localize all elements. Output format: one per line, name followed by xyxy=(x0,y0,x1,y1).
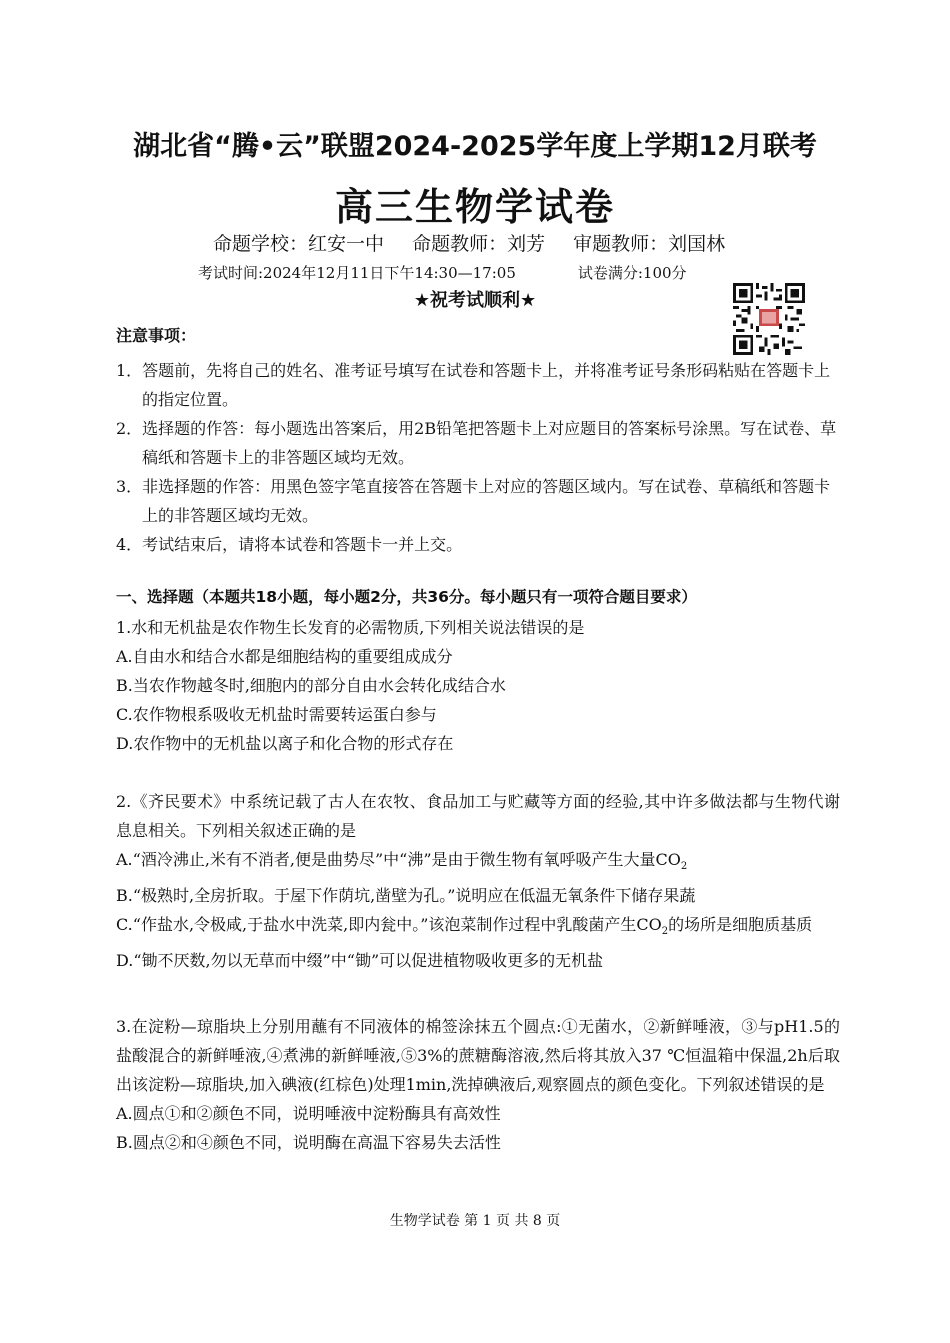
section-heading: 一、选择题（本题共18小题，每小题2分，共36分。每小题只有一项符合题目要求） xyxy=(116,588,697,606)
school-label: 命题学校：红安一中 xyxy=(213,233,385,255)
notice-list xyxy=(116,356,840,559)
setter-label: 命题教师：刘芳 xyxy=(412,233,546,255)
option-d: D.“锄不厌数,勿以无草而中缀”中“锄”可以促进植物吸收更多的无机盐 xyxy=(116,951,604,971)
option-b: B.“极熟时,全房折取。于屋下作荫坑,凿壁为孔。”说明应在低温无氧条件下储存果蔬 xyxy=(116,886,696,906)
question-stem: 1.水和无机盐是农作物生长发育的必需物质,下列相关说法错误的是 xyxy=(116,618,585,637)
question-stem: 2.《齐民要术》中系统记载了古人在农牧、食品加工与贮藏等方面的经验,其中许多做法都与生物代谢息息相关。下列相关叙述正确的是 xyxy=(116,792,840,840)
subscript: 2 xyxy=(680,861,688,873)
qr-code-icon xyxy=(733,283,805,355)
reviewer-label: 审题教师：刘国林 xyxy=(573,233,726,255)
blessing: ★祝考试顺利★ xyxy=(413,290,537,311)
option-c-text-end: 的场所是细胞质基质 xyxy=(668,915,813,935)
option-b: B.圆点②和④颜色不同，说明酶在高温下容易失去活性 xyxy=(116,1133,501,1152)
option-b: B.当农作物越冬时,细胞内的部分自由水会转化成结合水 xyxy=(116,676,506,695)
notice-item: 1．答题前，先将自己的姓名、准考证号填写在试卷和答题卡上，并将准考证号条形码粘贴在答题卡上的指定位置。 xyxy=(116,361,831,409)
option-a xyxy=(116,845,840,881)
question-1 xyxy=(116,613,840,758)
notice-heading: 注意事项： xyxy=(116,326,197,345)
exam-subject-title: 高三生物学试卷 xyxy=(334,185,615,229)
option-c-text: C.“作盐水,令极咸,于盐水中洗菜,即内瓮中。”该泡菜制作过程中乳酸菌产生CO xyxy=(116,915,662,935)
author-line xyxy=(213,229,747,256)
question-2 xyxy=(116,787,840,975)
option-a: A.圆点①和②颜色不同，说明唾液中淀粉酶具有高效性 xyxy=(116,1104,501,1123)
option-d: D.农作物中的无机盐以离子和化合物的形式存在 xyxy=(116,734,454,753)
exam-title: 湖北省“腾•云”联盟2024-2025学年度上学期12月联考 xyxy=(133,131,817,162)
page-footer: 生物学试卷 第 1 页 共 8 页 xyxy=(389,1213,561,1229)
notice-item: 4．考试结束后，请将本试卷和答题卡一并上交。 xyxy=(116,535,463,554)
option-a: A.自由水和结合水都是细胞结构的重要组成成分 xyxy=(116,647,453,666)
exam-info xyxy=(198,262,687,283)
option-c xyxy=(116,910,840,946)
exam-time: 考试时间:2024年12月11日下午14:30—17:05 xyxy=(198,264,516,282)
question-stem: 3.在淀粉—琼脂块上分别用蘸有不同液体的棉签涂抹五个圆点:①无菌水，②新鲜唾液，③与pH1.5的盐酸混合的新鲜唾液,④煮沸的新鲜唾液,⑤3%的蔗糖酶溶液,然后将其放入37 ℃恒温箱中保温,2h后取出该淀粉—琼脂块,加入碘液(红棕色)处理1min,洗掉碘液后,观察圆点的颜色变化。下列叙述错误的是 xyxy=(116,1017,840,1094)
full-score: 试卷满分:100分 xyxy=(577,264,687,282)
option-c: C.农作物根系吸收无机盐时需要转运蛋白参与 xyxy=(116,705,437,724)
question-3 xyxy=(116,1012,840,1157)
option-a-text: A.“酒冷沸止,米有不消者,便是曲势尽”中“沸”是由于微生物有氧呼吸产生大量CO xyxy=(116,850,681,869)
notice-item: 2．选择题的作答：每小题选出答案后，用2B铅笔把答题卡上对应题目的答案标号涂黑。写在试卷、草稿纸和答题卡上的非答题区域均无效。 xyxy=(116,419,837,467)
subscript: 2 xyxy=(661,926,669,938)
notice-item: 3．非选择题的作答：用黑色签字笔直接答在答题卡上对应的答题区域内。写在试卷、草稿纸和答题卡上的非答题区域均无效。 xyxy=(116,477,831,525)
